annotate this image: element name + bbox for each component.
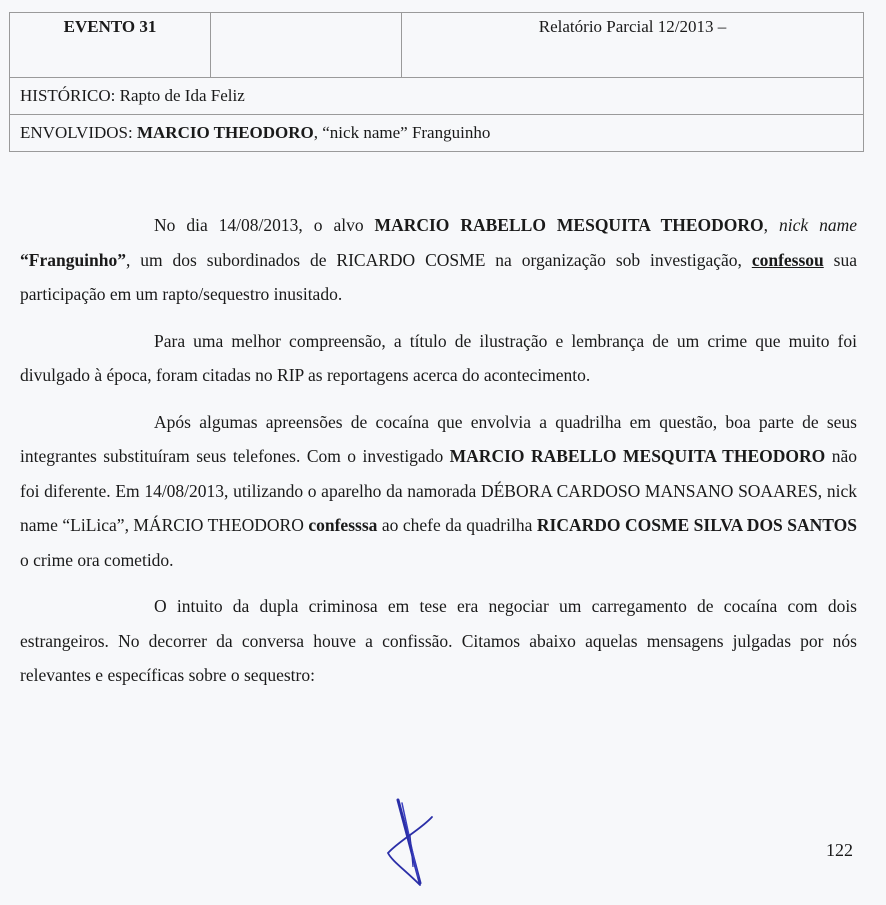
historico-label: HISTÓRICO: <box>20 86 120 105</box>
report-header-table <box>9 12 864 152</box>
suspect-name: MARCIO RABELLO MESQUITA THEODORO <box>374 215 764 235</box>
signature-icon <box>380 795 440 890</box>
text-span: , um dos subordinados de RICARDO COSME na organização sob investigação, <box>126 249 752 270</box>
historico-row <box>10 78 864 115</box>
text-span: No dia 14/08/2013, o alvo <box>154 215 375 235</box>
paragraph-1 <box>20 208 857 312</box>
italic-term: nick name <box>778 215 857 235</box>
text-span: não foi diferente. Em 14/08/2013, utilizando o aparelho da namorada DÉBORA CARDOSO MANSANO SOAARES, nick name “LiLica”, MÁRCIO THEODORO <box>20 446 857 535</box>
historico-value: Rapto de Ida Feliz <box>119 86 245 105</box>
text-span: , <box>763 215 779 235</box>
paragraph-4: O intuito da dupla criminosa em tese era negociar um carregamento de cocaína com dois estrangeiros. No decorrer da conversa houve a confissão. Citamos abaixo aquelas mensagens julgadas por nós relevantes e específicas sobre o sequestro: <box>20 596 857 685</box>
report-title: Relatório Parcial 12/2013 – <box>402 13 864 78</box>
envolvidos-rest: , “nick name” Franguinho <box>313 123 491 142</box>
empty-cell <box>211 13 402 78</box>
event-label: EVENTO 31 <box>10 13 211 78</box>
leader-name: RICARDO COSME SILVA DOS SANTOS <box>536 515 857 535</box>
text-span: ao chefe da quadrilha <box>377 515 537 535</box>
page-number: 122 <box>826 840 853 860</box>
nickname: “Franguinho” <box>20 249 126 270</box>
text-span: o crime ora cometido. <box>20 549 174 570</box>
bold-term: confesssa <box>308 515 378 535</box>
text-span: sua participação em um rapto/sequestro inusitado. <box>20 249 858 304</box>
suspect-name: MARCIO RABELLO MESQUITA THEODORO <box>449 446 826 466</box>
paragraph-3 <box>20 405 857 578</box>
document-body <box>20 208 857 706</box>
envolvidos-row <box>10 115 864 152</box>
paragraph-2: Para uma melhor compreensão, a título de ilustração e lembrança de um crime que muito foi divulgado à época, foram citadas no RIP as reportagens acerca do acontecimento. <box>20 330 857 385</box>
envolvidos-name: MARCIO THEODORO <box>136 123 314 142</box>
underlined-term: confessou <box>751 249 824 270</box>
text-span: Após algumas apreensões de cocaína que envolvia a quadrilha em questão, boa parte de seus integrantes substituíram seus telefones. Com o investigado <box>20 411 857 466</box>
envolvidos-label: ENVOLVIDOS: <box>20 123 137 142</box>
